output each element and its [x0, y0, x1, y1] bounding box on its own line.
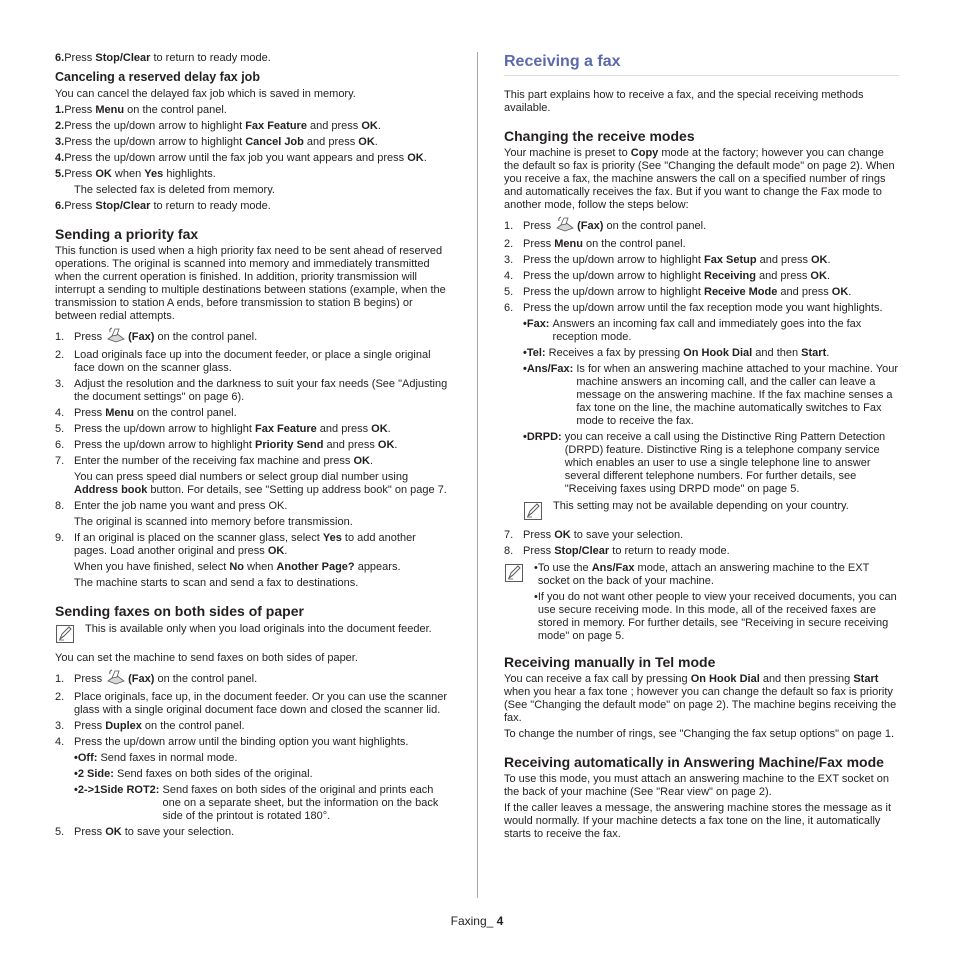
step-item	[55, 439, 450, 452]
step-number: 5.	[55, 168, 65, 180]
step-text: Press the up/down arrow to highlight Fax Feature and press OK.	[64, 120, 381, 132]
note-pencil-icon	[523, 500, 553, 521]
fax-machine-icon	[106, 327, 126, 343]
step-text: Press (Fax) on the control panel.	[74, 331, 450, 344]
step-text: Place originals, face up, in the document feeder. Or you can use the scanner glass with a single original document face down and closed the scanner lid.	[74, 691, 448, 716]
step-item	[55, 200, 450, 213]
duplex-title: Sending faxes on both sides of paper	[55, 603, 304, 619]
step-text: Press Stop/Clear to return to ready mode.	[523, 545, 730, 557]
right-column	[504, 52, 899, 844]
step-text: Press Menu on the control panel.	[523, 238, 686, 250]
duplex-steps	[55, 691, 450, 839]
step-number: 4.	[504, 270, 514, 282]
receiving-intro: This part explains how to receive a fax, and the special receiving methods available.	[504, 89, 864, 114]
left-column	[55, 52, 450, 842]
step-text: Press the up/down arrow to highlight Fax Setup and press OK.	[523, 254, 831, 266]
step-number: 5.	[55, 423, 65, 435]
step-note: This setting may not be available depending on your country.	[523, 500, 899, 521]
step-item	[55, 120, 450, 133]
tel-p2: To change the number of rings, see "Changing the fax setup options" on page 1.	[504, 728, 895, 740]
step-number: 3.	[504, 254, 514, 266]
step-number: 7.	[55, 455, 65, 467]
step-text: Press OK when Yes highlights.	[64, 168, 216, 180]
step-text: Enter the number of the receiving fax machine and press OK.	[74, 455, 373, 467]
step-text: Press the up/down arrow to highlight Receiving and press OK.	[523, 270, 830, 282]
step-text: Press OK to save your selection.	[523, 529, 684, 541]
step-number: 3.	[55, 378, 65, 390]
canceling-steps	[55, 104, 450, 213]
step-text: Press Menu on the control panel.	[74, 407, 237, 419]
step-text: Press the up/down arrow to highlight Receive Mode and press OK.	[523, 286, 852, 298]
step-number: 5.	[504, 286, 514, 298]
step-text: Adjust the resolution and the darkness to suit your fax needs (See "Adjusting the document settings" on page 6).	[74, 378, 448, 403]
step-subtext: When you have finished, select No when Another Page? appears.	[74, 561, 401, 573]
step-item	[55, 691, 450, 717]
step-number: 2.	[55, 691, 65, 703]
step-item	[504, 286, 899, 299]
step-text: Press the up/down arrow to highlight Cancel Job and press OK.	[64, 136, 378, 148]
step-number: 4.	[55, 407, 65, 419]
step-number: 4.	[55, 152, 65, 164]
step-number: 4.	[55, 736, 65, 748]
option-bullet: •Tel: Receives a fax by pressing On Hook Dial and then Start.	[523, 347, 830, 359]
step-text: Load originals face up into the document feeder, or place a single original face down on the scanner glass.	[74, 349, 431, 374]
note-pencil-icon	[504, 562, 534, 646]
step-subtext: You can press speed dial numbers or select group dial number using Address book button. For details, see "Setting up address book" on page 7.	[74, 471, 447, 496]
step-text: Press Duplex on the control panel.	[74, 720, 245, 732]
auto-title: Receiving automatically in Answering Machine/Fax mode	[504, 754, 884, 770]
step-number: 6.	[55, 200, 65, 212]
step-item	[504, 254, 899, 267]
step-item	[504, 270, 899, 283]
step-item	[55, 136, 450, 149]
auto-p1: To use this mode, you must attach an answering machine to the EXT socket on the back of your machine (See "Rear view" on page 2).	[504, 773, 890, 798]
fax-machine-icon	[106, 669, 126, 685]
tel-p1: You can receive a fax call by pressing On Hook Dial and then pressing Start when you hear a fax tone ; however you can change the default so fax is priority (See "Changing the default mode" on page 2). The machine begins receiving the fax.	[504, 673, 897, 724]
priority-intro: This function is used when a high priority fax need to be sent ahead of reserved operations. The original is scanned into memory and immediately transmitted when the current operation is finished. In addition, priority transmission will interrupt a sending to multiple destinations between stations (example, when the transmission to station A ends, before transmission to station B begins) or between redial attempts.	[55, 245, 446, 322]
option-bullet: •2 Side: Send faxes on both sides of the original.	[74, 768, 313, 780]
cancel-prev-step: 6. Press Stop/Clear to return to ready mode.	[55, 52, 271, 64]
option-bullet: •Ans/Fax: Is for when an answering machine attached to your machine. Your machine answers an incoming call, and the caller can leave a message on the answering machine. If the fax machine senses a fax tone on the line, the machine automatically switches to Fax mode to receive the fax.	[523, 363, 899, 427]
step-number: 8.	[55, 500, 65, 512]
step-item	[55, 152, 450, 165]
step-item	[504, 238, 899, 251]
option-bullet: •2->1Side ROT2: Send faxes on both sides of the original and prints each one on a separate sheet, but the information on the back side of the printout is rotated 180°.	[74, 784, 439, 822]
step-text: Press the up/down arrow until the binding option you want highlights.	[74, 736, 409, 748]
modes-step-1	[504, 220, 899, 233]
step-number: 2.	[55, 120, 65, 132]
column-divider	[477, 52, 478, 898]
step-item	[55, 104, 450, 117]
step-item	[504, 545, 899, 558]
modes-steps	[504, 238, 899, 558]
step-number: 9.	[55, 532, 65, 544]
title-rule	[504, 75, 899, 76]
note-bullet: • If you do not want other people to view your received documents, you can use secure receiving mode. In this mode, all of the received faxes are stored in memory. For further details, see "Receiving in secure receiving mode" on page 5.	[534, 591, 897, 642]
step-text: If an original is placed on the scanner glass, select Yes to add another pages. Load another original and press OK.	[74, 532, 416, 557]
step-number: 3.	[55, 136, 65, 148]
step-item	[55, 349, 450, 375]
step-text: Enter the job name you want and press OK.	[74, 500, 288, 512]
step-number: 6.	[55, 439, 65, 451]
step-item	[504, 529, 899, 542]
step-item	[55, 826, 450, 839]
step-item	[55, 407, 450, 420]
step-item	[55, 423, 450, 436]
duplex-note: This is available only when you load originals into the document feeder.	[55, 623, 450, 644]
section-title: Receiving a fax	[504, 53, 621, 70]
step-number: 7.	[504, 529, 514, 541]
step-number: 2.	[504, 238, 514, 250]
step-text: Press the up/down arrow until the fax reception mode you want highlights.	[523, 302, 883, 314]
priority-title: Sending a priority fax	[55, 226, 199, 242]
step-text: Press the up/down arrow to highlight Priority Send and press OK.	[74, 439, 398, 451]
canceling-title: Canceling a reserved delay fax job	[55, 70, 260, 84]
note-bullet: • To use the Ans/Fax mode, attach an answering machine to the EXT socket on the back of your machine.	[534, 562, 870, 587]
page-number: 4	[496, 914, 504, 928]
step-item	[55, 720, 450, 733]
option-bullet: •Fax: Answers an incoming fax call and immediately goes into the fax reception mode.	[523, 318, 862, 343]
step-text: Press Menu on the control panel.	[64, 104, 227, 116]
step-subtext: The machine starts to scan and send a fax to destinations.	[74, 577, 359, 589]
modes-title: Changing the receive modes	[504, 128, 695, 144]
priority-step-1	[55, 331, 450, 344]
step-item	[55, 455, 450, 497]
step-item	[55, 500, 450, 529]
step-text: Press (Fax) on the control panel.	[74, 673, 450, 686]
tel-title: Receiving manually in Tel mode	[504, 654, 716, 670]
step-text: Press Stop/Clear to return to ready mode.	[64, 200, 271, 212]
step-number: 1.	[55, 673, 65, 685]
step-text: Press the up/down arrow until the fax job you want appears and press OK.	[64, 152, 427, 164]
footer-label: Faxing_	[450, 914, 494, 928]
duplex-intro: You can set the machine to send faxes on both sides of paper.	[55, 652, 358, 664]
step-subtext: The selected fax is deleted from memory.	[74, 184, 275, 196]
step-item	[55, 168, 450, 197]
step-subtext: The original is scanned into memory before transmission.	[74, 516, 353, 528]
step-text: Press the up/down arrow to highlight Fax Feature and press OK.	[74, 423, 391, 435]
canceling-intro: You can cancel the delayed fax job which is saved in memory.	[55, 88, 356, 100]
modes-intro: Your machine is preset to Copy mode at the factory; however you can change the default so fax is priority (See "Changing the default mode" on page 2). When you receive a fax, the machine answers the call on a specified number of rings and automatically receives the fax. But if you want to change the Fax mode to another mode, follow the steps below:	[504, 147, 895, 211]
step-text: Press (Fax) on the control panel.	[523, 220, 899, 233]
duplex-step-1	[55, 673, 450, 686]
fax-machine-icon	[555, 216, 575, 232]
step-item	[55, 736, 450, 823]
step-number: 1.	[504, 220, 514, 232]
step-item	[55, 532, 450, 590]
step-number: 1.	[55, 104, 65, 116]
step-number: 5.	[55, 826, 65, 838]
step-item	[504, 302, 899, 521]
auto-p2: If the caller leaves a message, the answering machine stores the message as it would normally. If your machine detects a fax tone on the line, it automatically starts to receive the fax.	[504, 802, 892, 840]
modes-notes	[504, 562, 899, 646]
step-number: 8.	[504, 545, 514, 557]
priority-steps	[55, 349, 450, 590]
option-bullet: •DRPD: you can receive a call using the Distinctive Ring Pattern Detection (DRPD) feature. Distinctive Ring is a telephone company service which enables an user to use a single telephone line to answer several different telephone numbers. For further details, see "Receiving faxes using DRPD mode" on page 5.	[523, 431, 886, 495]
step-number: 6.	[504, 302, 514, 314]
step-number: 2.	[55, 349, 65, 361]
page-footer	[0, 915, 954, 928]
note-pencil-icon	[55, 623, 85, 644]
step-text: Press OK to save your selection.	[74, 826, 235, 838]
step-item	[55, 378, 450, 404]
option-bullet: •Off: Send faxes in normal mode.	[74, 752, 238, 764]
step-number: 1.	[55, 331, 65, 343]
step-number: 3.	[55, 720, 65, 732]
